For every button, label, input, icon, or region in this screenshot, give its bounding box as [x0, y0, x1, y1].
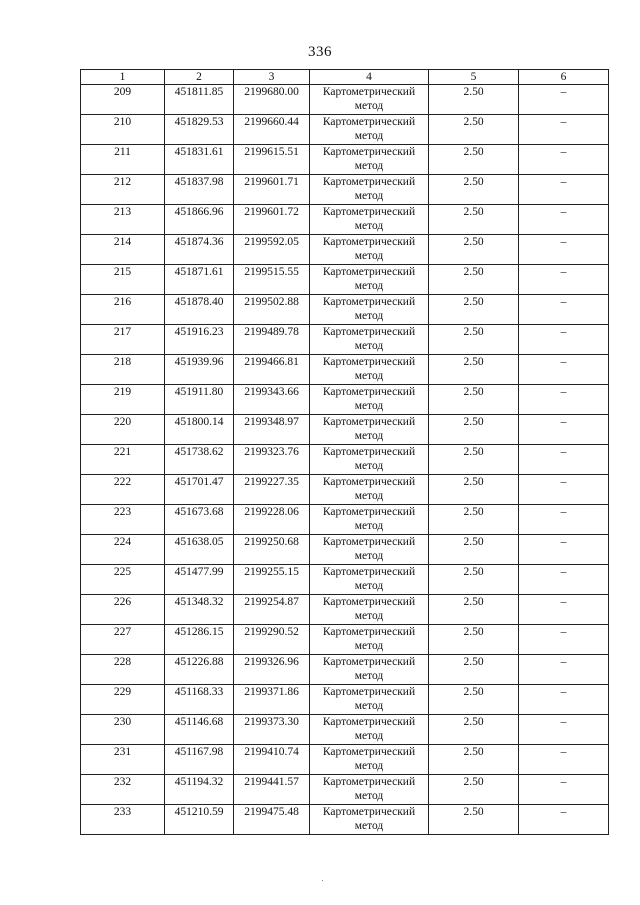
- y-coordinate-cell: 2199441.57: [234, 775, 310, 805]
- method-line-1: Картометрический: [322, 656, 416, 668]
- table-row: [81, 565, 609, 595]
- accuracy-cell: 2.50: [429, 715, 519, 745]
- y-coordinate-cell: 2199290.52: [234, 625, 310, 655]
- x-coordinate-cell: 451866.96: [165, 205, 234, 235]
- x-coordinate-cell: 451738.62: [165, 445, 234, 475]
- method-cell: [310, 715, 429, 745]
- x-coordinate-cell: 451811.85: [165, 85, 234, 115]
- method-line-2: метод: [354, 190, 384, 202]
- method-line-1: Картометрический: [322, 386, 416, 398]
- accuracy-cell: 2.50: [429, 535, 519, 565]
- method-line-1: Картометрический: [322, 506, 416, 518]
- point-number-cell: 225: [81, 565, 165, 595]
- point-number-cell: 229: [81, 685, 165, 715]
- method-line-1: Картометрический: [322, 236, 416, 248]
- y-coordinate-cell: 2199489.78: [234, 325, 310, 355]
- y-coordinate-cell: 2199502.88: [234, 295, 310, 325]
- x-coordinate-cell: 451878.40: [165, 295, 234, 325]
- note-cell: –: [519, 175, 609, 205]
- point-number-cell: 210: [81, 115, 165, 145]
- method-cell: [310, 535, 429, 565]
- table-header: [81, 70, 609, 85]
- y-coordinate-cell: 2199343.66: [234, 385, 310, 415]
- column-header-5: 5: [429, 70, 519, 85]
- y-coordinate-cell: 2199228.06: [234, 505, 310, 535]
- accuracy-cell: 2.50: [429, 655, 519, 685]
- note-cell: –: [519, 325, 609, 355]
- method-cell: [310, 595, 429, 625]
- method-line-2: метод: [354, 430, 384, 442]
- table-row: [81, 685, 609, 715]
- method-line-2: метод: [354, 760, 384, 772]
- header-row: [81, 70, 609, 85]
- note-cell: –: [519, 685, 609, 715]
- accuracy-cell: 2.50: [429, 775, 519, 805]
- x-coordinate-cell: 451194.32: [165, 775, 234, 805]
- method-line-2: метод: [354, 280, 384, 292]
- y-coordinate-cell: 2199592.05: [234, 235, 310, 265]
- y-coordinate-cell: 2199373.30: [234, 715, 310, 745]
- column-header-3: 3: [234, 70, 310, 85]
- point-number-cell: 212: [81, 175, 165, 205]
- method-cell: [310, 385, 429, 415]
- note-cell: –: [519, 625, 609, 655]
- point-number-cell: 216: [81, 295, 165, 325]
- note-cell: –: [519, 415, 609, 445]
- x-coordinate-cell: 451673.68: [165, 505, 234, 535]
- note-cell: –: [519, 235, 609, 265]
- point-number-cell: 227: [81, 625, 165, 655]
- method-line-2: метод: [354, 520, 384, 532]
- method-cell: [310, 625, 429, 655]
- method-cell: [310, 115, 429, 145]
- point-number-cell: 220: [81, 415, 165, 445]
- x-coordinate-cell: 451829.53: [165, 115, 234, 145]
- method-line-2: метод: [354, 250, 384, 262]
- accuracy-cell: 2.50: [429, 475, 519, 505]
- x-coordinate-cell: 451916.23: [165, 325, 234, 355]
- table-row: [81, 445, 609, 475]
- scan-speck: [322, 880, 323, 881]
- x-coordinate-cell: 451874.36: [165, 235, 234, 265]
- method-line-1: Картометрический: [322, 626, 416, 638]
- method-cell: [310, 295, 429, 325]
- point-number-cell: 215: [81, 265, 165, 295]
- method-line-2: метод: [354, 400, 384, 412]
- x-coordinate-cell: 451800.14: [165, 415, 234, 445]
- x-coordinate-cell: 451477.99: [165, 565, 234, 595]
- table-row: [81, 745, 609, 775]
- method-cell: [310, 745, 429, 775]
- method-line-2: метод: [354, 370, 384, 382]
- accuracy-cell: 2.50: [429, 85, 519, 115]
- accuracy-cell: 2.50: [429, 265, 519, 295]
- x-coordinate-cell: 451167.98: [165, 745, 234, 775]
- accuracy-cell: 2.50: [429, 415, 519, 445]
- accuracy-cell: 2.50: [429, 115, 519, 145]
- y-coordinate-cell: 2199660.44: [234, 115, 310, 145]
- x-coordinate-cell: 451168.33: [165, 685, 234, 715]
- accuracy-cell: 2.50: [429, 295, 519, 325]
- point-number-cell: 217: [81, 325, 165, 355]
- x-coordinate-cell: 451701.47: [165, 475, 234, 505]
- method-line-1: Картометрический: [322, 536, 416, 548]
- point-number-cell: 224: [81, 535, 165, 565]
- point-number-cell: 221: [81, 445, 165, 475]
- method-line-1: Картометрический: [322, 776, 416, 788]
- x-coordinate-cell: 451911.80: [165, 385, 234, 415]
- method-line-2: метод: [354, 820, 384, 832]
- method-line-2: метод: [354, 340, 384, 352]
- table-row: [81, 295, 609, 325]
- method-line-1: Картометрический: [322, 476, 416, 488]
- method-line-1: Картометрический: [322, 686, 416, 698]
- accuracy-cell: 2.50: [429, 445, 519, 475]
- method-line-1: Картометрический: [322, 746, 416, 758]
- note-cell: –: [519, 265, 609, 295]
- accuracy-cell: 2.50: [429, 385, 519, 415]
- note-cell: –: [519, 385, 609, 415]
- note-cell: –: [519, 475, 609, 505]
- accuracy-cell: 2.50: [429, 325, 519, 355]
- y-coordinate-cell: 2199680.00: [234, 85, 310, 115]
- table-row: [81, 805, 609, 835]
- table-row: [81, 355, 609, 385]
- method-line-2: метод: [354, 160, 384, 172]
- accuracy-cell: 2.50: [429, 685, 519, 715]
- table-row: [81, 205, 609, 235]
- method-line-1: Картометрический: [322, 566, 416, 578]
- column-header-6: 6: [519, 70, 609, 85]
- method-cell: [310, 235, 429, 265]
- point-number-cell: 232: [81, 775, 165, 805]
- y-coordinate-cell: 2199323.76: [234, 445, 310, 475]
- table-row: [81, 715, 609, 745]
- method-line-2: метод: [354, 580, 384, 592]
- column-header-4: 4: [310, 70, 429, 85]
- table-row: [81, 235, 609, 265]
- y-coordinate-cell: 2199615.51: [234, 145, 310, 175]
- accuracy-cell: 2.50: [429, 745, 519, 775]
- accuracy-cell: 2.50: [429, 625, 519, 655]
- method-cell: [310, 85, 429, 115]
- method-line-1: Картометрический: [322, 806, 416, 818]
- accuracy-cell: 2.50: [429, 595, 519, 625]
- method-line-2: метод: [354, 730, 384, 742]
- y-coordinate-cell: 2199326.96: [234, 655, 310, 685]
- method-line-2: метод: [354, 700, 384, 712]
- method-line-2: метод: [354, 790, 384, 802]
- page-number: 336: [308, 44, 332, 60]
- table-row: [81, 115, 609, 145]
- accuracy-cell: 2.50: [429, 355, 519, 385]
- x-coordinate-cell: 451146.68: [165, 715, 234, 745]
- method-line-2: метод: [354, 460, 384, 472]
- method-cell: [310, 805, 429, 835]
- table-body: [81, 85, 609, 835]
- x-coordinate-cell: 451939.96: [165, 355, 234, 385]
- method-line-2: метод: [354, 640, 384, 652]
- point-number-cell: 233: [81, 805, 165, 835]
- x-coordinate-cell: 451837.98: [165, 175, 234, 205]
- point-number-cell: 211: [81, 145, 165, 175]
- method-cell: [310, 775, 429, 805]
- method-line-1: Картометрический: [322, 356, 416, 368]
- note-cell: –: [519, 355, 609, 385]
- note-cell: –: [519, 145, 609, 175]
- point-number-cell: 226: [81, 595, 165, 625]
- point-number-cell: 223: [81, 505, 165, 535]
- point-number-cell: 219: [81, 385, 165, 415]
- y-coordinate-cell: 2199255.15: [234, 565, 310, 595]
- table-row: [81, 625, 609, 655]
- table-row: [81, 775, 609, 805]
- y-coordinate-cell: 2199371.86: [234, 685, 310, 715]
- method-cell: [310, 205, 429, 235]
- method-line-1: Картометрический: [322, 86, 416, 98]
- y-coordinate-cell: 2199515.55: [234, 265, 310, 295]
- table-row: [81, 595, 609, 625]
- point-number-cell: 231: [81, 745, 165, 775]
- note-cell: –: [519, 655, 609, 685]
- note-cell: –: [519, 745, 609, 775]
- accuracy-cell: 2.50: [429, 145, 519, 175]
- note-cell: –: [519, 715, 609, 745]
- method-line-2: метод: [354, 490, 384, 502]
- method-line-1: Картометрический: [322, 206, 416, 218]
- accuracy-cell: 2.50: [429, 505, 519, 535]
- method-line-1: Картометрический: [322, 596, 416, 608]
- note-cell: –: [519, 805, 609, 835]
- x-coordinate-cell: 451348.32: [165, 595, 234, 625]
- method-line-1: Картометрический: [322, 326, 416, 338]
- y-coordinate-cell: 2199410.74: [234, 745, 310, 775]
- method-cell: [310, 145, 429, 175]
- method-line-1: Картометрический: [322, 176, 416, 188]
- y-coordinate-cell: 2199475.48: [234, 805, 310, 835]
- y-coordinate-cell: 2199466.81: [234, 355, 310, 385]
- x-coordinate-cell: 451210.59: [165, 805, 234, 835]
- table-row: [81, 475, 609, 505]
- point-number-cell: 209: [81, 85, 165, 115]
- method-cell: [310, 265, 429, 295]
- point-number-cell: 218: [81, 355, 165, 385]
- table-row: [81, 415, 609, 445]
- x-coordinate-cell: 451871.61: [165, 265, 234, 295]
- method-line-1: Картометрический: [322, 416, 416, 428]
- point-number-cell: 228: [81, 655, 165, 685]
- point-number-cell: 213: [81, 205, 165, 235]
- accuracy-cell: 2.50: [429, 175, 519, 205]
- method-line-1: Картометрический: [322, 266, 416, 278]
- method-line-1: Картометрический: [322, 116, 416, 128]
- note-cell: –: [519, 505, 609, 535]
- y-coordinate-cell: 2199601.72: [234, 205, 310, 235]
- table-row: [81, 325, 609, 355]
- y-coordinate-cell: 2199227.35: [234, 475, 310, 505]
- y-coordinate-cell: 2199250.68: [234, 535, 310, 565]
- method-line-2: метод: [354, 130, 384, 142]
- table-row: [81, 385, 609, 415]
- method-line-1: Картометрический: [322, 146, 416, 158]
- accuracy-cell: 2.50: [429, 805, 519, 835]
- method-line-1: Картометрический: [322, 446, 416, 458]
- table-row: [81, 85, 609, 115]
- y-coordinate-cell: 2199254.87: [234, 595, 310, 625]
- accuracy-cell: 2.50: [429, 235, 519, 265]
- accuracy-cell: 2.50: [429, 205, 519, 235]
- method-cell: [310, 415, 429, 445]
- method-line-2: метод: [354, 610, 384, 622]
- table-row: [81, 505, 609, 535]
- column-header-1: 1: [81, 70, 165, 85]
- note-cell: –: [519, 595, 609, 625]
- note-cell: –: [519, 295, 609, 325]
- method-cell: [310, 325, 429, 355]
- point-number-cell: 230: [81, 715, 165, 745]
- table-row: [81, 655, 609, 685]
- method-cell: [310, 475, 429, 505]
- note-cell: –: [519, 565, 609, 595]
- method-cell: [310, 565, 429, 595]
- table-row: [81, 145, 609, 175]
- method-cell: [310, 445, 429, 475]
- x-coordinate-cell: 451831.61: [165, 145, 234, 175]
- coordinates-table: [80, 69, 609, 835]
- method-line-1: Картометрический: [322, 296, 416, 308]
- method-cell: [310, 505, 429, 535]
- y-coordinate-cell: 2199601.71: [234, 175, 310, 205]
- method-line-2: метод: [354, 310, 384, 322]
- method-line-2: метод: [354, 670, 384, 682]
- method-line-2: метод: [354, 550, 384, 562]
- method-line-2: метод: [354, 220, 384, 232]
- note-cell: –: [519, 445, 609, 475]
- table-row: [81, 175, 609, 205]
- method-cell: [310, 685, 429, 715]
- table-row: [81, 535, 609, 565]
- method-cell: [310, 175, 429, 205]
- x-coordinate-cell: 451638.05: [165, 535, 234, 565]
- note-cell: –: [519, 205, 609, 235]
- method-cell: [310, 655, 429, 685]
- method-cell: [310, 355, 429, 385]
- table-row: [81, 265, 609, 295]
- method-line-2: метод: [354, 100, 384, 112]
- point-number-cell: 214: [81, 235, 165, 265]
- note-cell: –: [519, 535, 609, 565]
- note-cell: –: [519, 775, 609, 805]
- column-header-2: 2: [165, 70, 234, 85]
- note-cell: –: [519, 85, 609, 115]
- note-cell: –: [519, 115, 609, 145]
- y-coordinate-cell: 2199348.97: [234, 415, 310, 445]
- x-coordinate-cell: 451286.15: [165, 625, 234, 655]
- method-line-1: Картометрический: [322, 716, 416, 728]
- point-number-cell: 222: [81, 475, 165, 505]
- x-coordinate-cell: 451226.88: [165, 655, 234, 685]
- accuracy-cell: 2.50: [429, 565, 519, 595]
